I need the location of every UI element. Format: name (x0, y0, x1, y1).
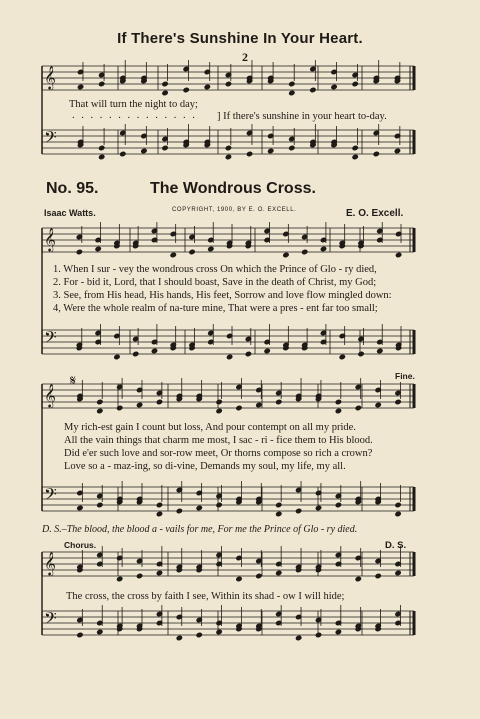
top-lyric-1: That will turn the night to day; (69, 99, 198, 110)
chorus-lyric: The cross, the cross by faith I see, Within its shad - ow I will hide; (66, 591, 345, 602)
top-dots: . . . . . . . . . . . . . . (72, 110, 197, 121)
svg-text:𝄢: 𝄢 (44, 127, 57, 151)
ds-text: D. S.–The blood, the blood a - vails for me, For me the Prince of Glo - ry died. (42, 524, 358, 535)
ending-number: 2 (242, 50, 248, 64)
verse-line: My rich-est gain I count but loss, And pour contempt on all my pride. (64, 422, 356, 433)
top-hymn-title: If There's Sunshine In Your Heart. (117, 30, 363, 47)
copyright: COPYRIGHT, 1900, BY E. O. EXCELL. (172, 207, 297, 213)
svg-text:𝄢: 𝄢 (44, 484, 57, 508)
verse-line: 1. When I sur - vey the wondrous cross On which the Prince of Glo - ry died, (53, 264, 377, 275)
author: Isaac Watts. (44, 208, 96, 218)
svg-text:𝄞: 𝄞 (44, 383, 56, 407)
top-lyric-2: ] If there's sunshine in your heart to-day. (217, 111, 387, 122)
svg-text:𝄢: 𝄢 (44, 608, 57, 632)
verses-system-1 (53, 264, 392, 316)
svg-text:𝄞: 𝄞 (44, 65, 56, 89)
fine-label: Fine. (395, 371, 415, 381)
segno-icon: 𝄋 (70, 373, 77, 389)
composer: E. O. Excell. (346, 208, 404, 219)
hymn-number: No. 95. (46, 180, 99, 197)
svg-text:𝄞: 𝄞 (44, 551, 56, 575)
verse-line: 3. See, from His head, His hands, His feet, Sorrow and love flow mingled down: (53, 290, 392, 301)
ds-label: D. S. (385, 540, 407, 551)
hymn-title: The Wondrous Cross. (150, 180, 316, 197)
verse-line: Love so a - maz-ing, so di-vine, Demands my soul, my life, my all. (64, 461, 346, 472)
verse-line: Did e'er such love and sor-row meet, Or thorns compose so rich a crown? (64, 448, 373, 459)
verse-line: 2. For - bid it, Lord, that I should boast, Save in the death of Christ, my God; (53, 277, 377, 288)
verse-line: All the vain things that charm me most, I sac - ri - fice them to His blood. (64, 435, 373, 446)
svg-text:𝄞: 𝄞 (44, 227, 56, 251)
svg-text:𝄢: 𝄢 (44, 327, 57, 351)
verse-line: 4, Were the whole realm of na-ture mine, That were a pres - ent far too small; (53, 303, 378, 314)
verses-system-2 (64, 422, 373, 474)
chorus-label: Chorus. (64, 540, 97, 550)
